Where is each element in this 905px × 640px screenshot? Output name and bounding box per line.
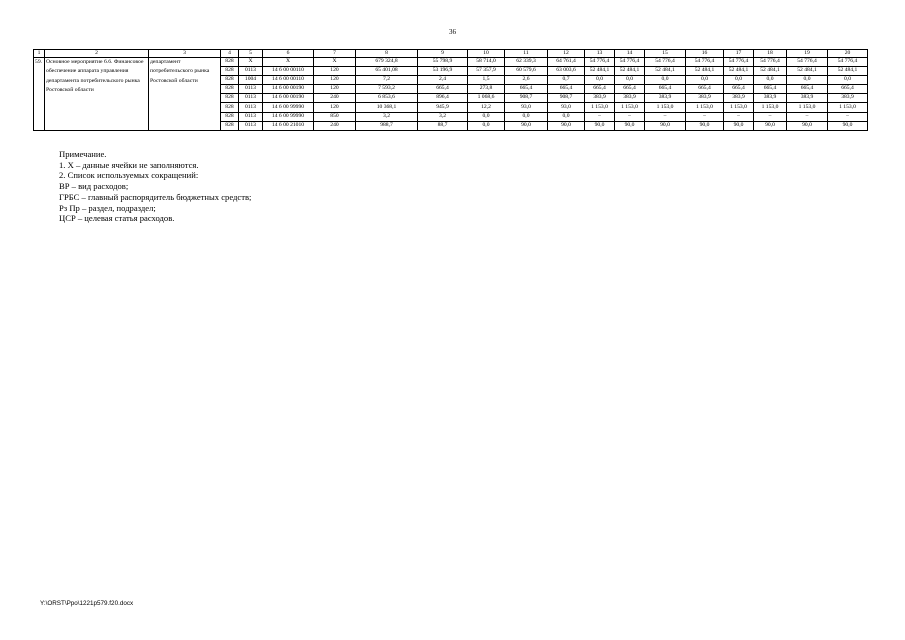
column-header-6: 6 <box>263 50 314 58</box>
table-cell: 1 153,0 <box>724 103 754 112</box>
table-cell: 1,5 <box>468 76 505 85</box>
table-cell: 7 593,2 <box>356 85 418 94</box>
notes-section <box>59 149 251 224</box>
table-cell: 828 <box>221 76 239 85</box>
table-cell: 0,0 <box>645 76 686 85</box>
table-cell: 828 <box>221 67 239 76</box>
note-line: 2. Список используемых сокращений: <box>59 170 199 181</box>
column-header-16: 16 <box>686 50 724 58</box>
table-cell: 90,0 <box>754 121 787 130</box>
table-cell: 90,0 <box>724 121 754 130</box>
table-cell: 240 <box>314 121 356 130</box>
table-cell: 6 853,6 <box>356 94 418 103</box>
table-cell: 120 <box>314 103 356 112</box>
table-cell: 0113 <box>239 94 263 103</box>
table-cell: 383,9 <box>686 94 724 103</box>
table-cell: – <box>585 112 615 121</box>
table-cell: 828 <box>221 85 239 94</box>
column-header-12: 12 <box>548 50 585 58</box>
table-cell: 90,0 <box>615 121 645 130</box>
table-cell: 52 484,1 <box>686 67 724 76</box>
table-cell: 383,9 <box>754 94 787 103</box>
table-cell: 54 776,4 <box>724 58 754 67</box>
table-cell: 3,2 <box>418 112 468 121</box>
table-cell: 52 484,1 <box>645 67 686 76</box>
table-cell: 665,4 <box>754 85 787 94</box>
row-number-cell: 59. <box>34 58 45 131</box>
table-cell: 1004 <box>239 76 263 85</box>
table-cell: 120 <box>314 76 356 85</box>
table-cell: 665,4 <box>645 85 686 94</box>
table-cell: 52 484,1 <box>787 67 828 76</box>
table-cell: 3,2 <box>356 112 418 121</box>
budget-table <box>33 49 868 131</box>
table-cell: 63 003,6 <box>548 67 585 76</box>
table-cell: 0,0 <box>787 76 828 85</box>
column-header-5: 5 <box>239 50 263 58</box>
column-header-1: 1 <box>34 50 45 58</box>
table-cell: 828 <box>221 94 239 103</box>
table-cell: 120 <box>314 67 356 76</box>
table-cell: 665,4 <box>686 85 724 94</box>
table-cell: 0113 <box>239 103 263 112</box>
table-cell: 0,0 <box>754 76 787 85</box>
column-header-7: 7 <box>314 50 356 58</box>
table-cell: 90,0 <box>645 121 686 130</box>
table-cell: 90,0 <box>505 121 548 130</box>
table-cell: 896,4 <box>418 94 468 103</box>
table-cell: 64 761,4 <box>548 58 585 67</box>
column-header-9: 9 <box>418 50 468 58</box>
table-cell: 1 153,0 <box>787 103 828 112</box>
column-header-4: 4 <box>221 50 239 58</box>
table-body <box>34 58 868 131</box>
table-cell: 0,0 <box>505 112 548 121</box>
table-cell: 240 <box>314 94 356 103</box>
column-header-11: 11 <box>505 50 548 58</box>
table-cell: 383,9 <box>724 94 754 103</box>
table-cell: 665,4 <box>828 85 868 94</box>
table-cell: 14 6 00 00110 <box>263 76 314 85</box>
table-cell: 52 484,1 <box>585 67 615 76</box>
table-cell: 54 776,4 <box>787 58 828 67</box>
column-header-18: 18 <box>754 50 787 58</box>
note-line: 1. Х – данные ячейки не заполняются. <box>59 159 199 170</box>
table-cell: 828 <box>221 103 239 112</box>
table-cell: 1 153,0 <box>828 103 868 112</box>
column-header-19: 19 <box>787 50 828 58</box>
table-cell: 383,9 <box>585 94 615 103</box>
table-cell: 120 <box>314 85 356 94</box>
table-cell: X <box>314 58 356 67</box>
table-cell: – <box>645 112 686 121</box>
table-cell: X <box>239 58 263 67</box>
table-cell: 14 6 00 99990 <box>263 103 314 112</box>
table-cell: 54 776,4 <box>585 58 615 67</box>
table-cell: 54 776,4 <box>686 58 724 67</box>
column-header-20: 20 <box>828 50 868 58</box>
table-cell: 665,4 <box>548 85 585 94</box>
table-cell: 383,9 <box>828 94 868 103</box>
column-header-13: 13 <box>585 50 615 58</box>
table-cell: 828 <box>221 58 239 67</box>
table-cell: 14 6 00 21010 <box>263 121 314 130</box>
table-cell: 60 579,6 <box>505 67 548 76</box>
column-header-10: 10 <box>468 50 505 58</box>
table-cell: 0113 <box>239 121 263 130</box>
table-cell: 383,9 <box>615 94 645 103</box>
table-cell: 0113 <box>239 85 263 94</box>
table-cell: 665,4 <box>585 85 615 94</box>
table-row <box>34 58 868 67</box>
column-header-2: 2 <box>45 50 149 58</box>
executor-cell: департамент потребительского рынка Ростовской области <box>149 58 221 131</box>
table-cell: 0,0 <box>548 112 585 121</box>
table-cell: 54 776,4 <box>754 58 787 67</box>
table-cell: 0,0 <box>585 76 615 85</box>
table-cell: 57 357,9 <box>468 67 505 76</box>
table-cell: 679 324,8 <box>356 58 418 67</box>
table-cell: 62 339,3 <box>505 58 548 67</box>
table-cell: – <box>828 112 868 121</box>
notes-title: Примечание. <box>59 149 107 159</box>
table-cell: 0,0 <box>615 76 645 85</box>
table-cell: 2,4 <box>418 76 468 85</box>
table-cell: 90,0 <box>686 121 724 130</box>
table-cell: X <box>263 58 314 67</box>
table-cell: 52 484,1 <box>828 67 868 76</box>
note-line: ЦСР – целевая статья расходов. <box>59 213 175 224</box>
table-cell: 828 <box>221 112 239 121</box>
table-cell: 14 6 00 00190 <box>263 85 314 94</box>
table-cell: 1 153,0 <box>645 103 686 112</box>
table-cell: 383,9 <box>787 94 828 103</box>
table-cell: 90,0 <box>585 121 615 130</box>
table-cell: 665,4 <box>615 85 645 94</box>
table-cell: 665,4 <box>418 85 468 94</box>
table-cell: 0,0 <box>686 76 724 85</box>
page-number: 36 <box>449 28 456 36</box>
note-line: ГРБС – главный распорядитель бюджетных средств; <box>59 191 252 202</box>
table-cell: 945,9 <box>418 103 468 112</box>
table-header-row <box>34 50 868 58</box>
table-cell: 65 401,08 <box>356 67 418 76</box>
table-cell: 1 153,0 <box>615 103 645 112</box>
table-cell: 0,0 <box>828 76 868 85</box>
table-cell: 14 6 00 99990 <box>263 112 314 121</box>
table-cell: 988,7 <box>356 121 418 130</box>
table-cell: 90,0 <box>548 121 585 130</box>
table-cell: 54 776,4 <box>615 58 645 67</box>
table-cell: 90,0 <box>787 121 828 130</box>
table-cell: 53 196,9 <box>418 67 468 76</box>
table-cell: 273,8 <box>468 85 505 94</box>
table-cell: 7,2 <box>356 76 418 85</box>
table-cell: – <box>787 112 828 121</box>
column-header-14: 14 <box>615 50 645 58</box>
table-cell: 90,0 <box>828 121 868 130</box>
table-cell: 88,7 <box>418 121 468 130</box>
table-cell: 1 068,6 <box>468 94 505 103</box>
table-cell: 0,7 <box>548 76 585 85</box>
table-cell: 12,2 <box>468 103 505 112</box>
table-cell: – <box>724 112 754 121</box>
table-cell: 93,0 <box>505 103 548 112</box>
table-cell: 908,7 <box>505 94 548 103</box>
column-header-3: 3 <box>149 50 221 58</box>
column-header-17: 17 <box>724 50 754 58</box>
column-header-15: 15 <box>645 50 686 58</box>
note-line: Рз Пр – раздел, подраздел; <box>59 202 156 213</box>
table-cell: 0,0 <box>468 112 505 121</box>
table-cell: 93,0 <box>548 103 585 112</box>
table-cell: 665,4 <box>505 85 548 94</box>
table-cell: 52 484,1 <box>724 67 754 76</box>
table-cell: 10 368,1 <box>356 103 418 112</box>
table-cell: 0113 <box>239 67 263 76</box>
table-cell: 1 153,0 <box>754 103 787 112</box>
table-cell: 54 776,4 <box>645 58 686 67</box>
note-line: ВР – вид расходов; <box>59 181 129 192</box>
table-cell: 54 776,4 <box>828 58 868 67</box>
column-header-8: 8 <box>356 50 418 58</box>
table-cell: 1 153,0 <box>585 103 615 112</box>
table-cell: 55 798,9 <box>418 58 468 67</box>
table-cell: – <box>615 112 645 121</box>
footer-file-path: Y:\ORST\Ppo\1221p579.f20.docx <box>40 600 134 607</box>
table-cell: 383,9 <box>645 94 686 103</box>
table-cell: 850 <box>314 112 356 121</box>
table-cell: 908,7 <box>548 94 585 103</box>
table-cell: 58 714,0 <box>468 58 505 67</box>
table-cell: 52 484,1 <box>754 67 787 76</box>
table-cell: 665,4 <box>724 85 754 94</box>
table-cell: 0,0 <box>724 76 754 85</box>
table-cell: 2,6 <box>505 76 548 85</box>
table-cell: 14 6 00 00110 <box>263 67 314 76</box>
table-cell: – <box>686 112 724 121</box>
table-cell: 1 153,0 <box>686 103 724 112</box>
table-cell: 14 6 00 00190 <box>263 94 314 103</box>
table-cell: 52 484,1 <box>615 67 645 76</box>
table-cell: – <box>754 112 787 121</box>
table-cell: 0,0 <box>468 121 505 130</box>
measure-name-cell: Основное мероприятие 6.6. Финансовое обеспечение аппарата управления департамента потребительского рынка Ростовской области <box>45 58 149 131</box>
table-cell: 828 <box>221 121 239 130</box>
table-cell: 0113 <box>239 112 263 121</box>
table-cell: 665,4 <box>787 85 828 94</box>
